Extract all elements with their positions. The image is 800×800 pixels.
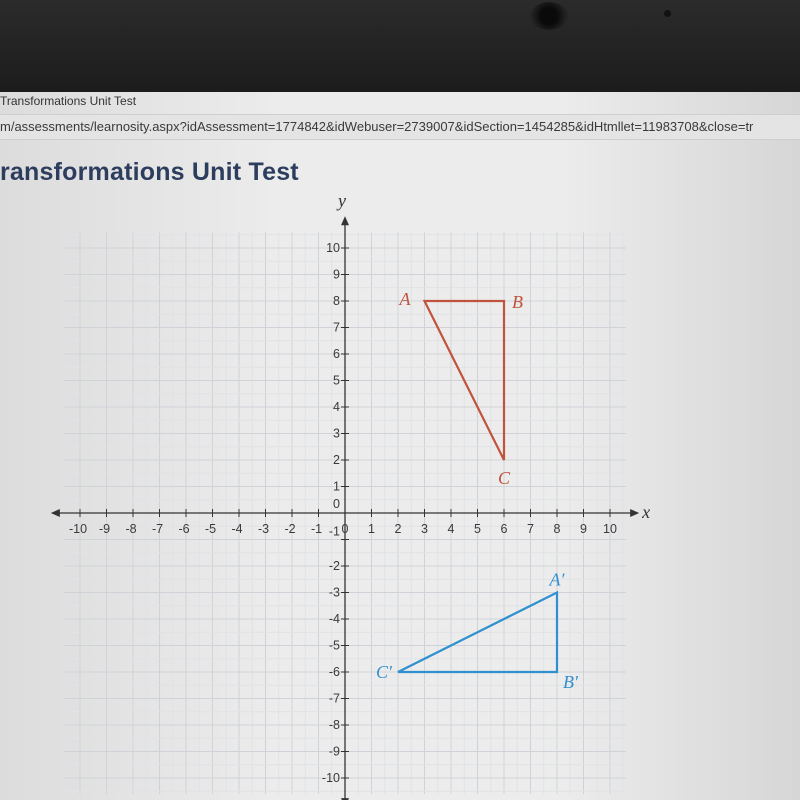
y-tick-label: 3 [333, 426, 340, 441]
x-tick-label: -1 [310, 522, 323, 536]
x-tick-label: 5 [474, 522, 481, 536]
x-tick-label: 2 [394, 522, 402, 536]
x-axis-arrow-left [51, 509, 60, 517]
y-tick-label: 4 [333, 400, 340, 414]
vertex-label: B [512, 292, 523, 312]
x-tick-label: 6 [500, 522, 508, 536]
x-tick-label: -2 [284, 522, 296, 536]
x-tick-label: -7 [151, 522, 164, 536]
x-tick-label: -3 [257, 522, 270, 536]
y-tick-label: -8 [328, 718, 340, 732]
vertex-label: A [399, 289, 411, 309]
y-tick-label: -10 [321, 771, 340, 785]
address-bar-url[interactable]: m/assessments/learnosity.aspx?idAssessment=1774842&idWebuser=2739007&idSection=1454285&idHtmllet=11983708&close=tr [0, 119, 754, 134]
x-tick-label: -5 [204, 522, 217, 536]
page-title: ransformations Unit Test [0, 158, 299, 186]
axes [51, 190, 650, 800]
y-tick-label: -1 [328, 524, 340, 539]
y-tick-label: -9 [328, 744, 340, 759]
y-tick-label: 2 [333, 453, 340, 467]
x-tick-label: 9 [580, 522, 587, 536]
y-tick-label: -3 [328, 585, 340, 600]
x-tick-label: -9 [98, 522, 111, 536]
browser-tab-title[interactable]: Transformations Unit Test [0, 94, 137, 108]
y-axis-label: y [338, 190, 346, 211]
y-tick-label: -7 [328, 691, 340, 706]
x-tick-label: 4 [447, 522, 455, 536]
x-axis-label: x [642, 502, 651, 522]
y-axis-arrow-up [341, 216, 349, 225]
vertex-label: B′ [563, 672, 578, 692]
y-tick-label: -4 [328, 612, 340, 626]
y-tick-label: -5 [328, 638, 340, 653]
vertex-label: A′ [549, 569, 565, 590]
y-tick-label: 1 [333, 479, 340, 494]
y-tick-label: -2 [328, 559, 340, 573]
y-tick-label: 8 [333, 294, 340, 308]
x-tick-label: 8 [553, 522, 561, 536]
x-tick-label: -8 [125, 522, 137, 536]
y-tick-label: 9 [333, 267, 340, 282]
y-tick-label: -6 [328, 665, 340, 679]
y-tick-label: 10 [326, 241, 340, 255]
x-tick-label: 1 [368, 522, 375, 536]
triangle-0 [399, 289, 524, 488]
x-tick-label: -6 [178, 522, 190, 536]
x-tick-label: -10 [68, 522, 88, 536]
y-tick-label: 5 [333, 373, 340, 388]
vertex-label: C′ [376, 662, 392, 682]
y-tick-label: 7 [333, 320, 340, 335]
y-tick-label: 6 [333, 347, 340, 361]
x-tick-label: 3 [421, 522, 428, 536]
x-tick-label: -4 [231, 522, 243, 536]
x-axis-arrow-right [630, 509, 639, 517]
y-tick-label: 0 [333, 497, 340, 511]
vertex-label: C [497, 468, 511, 488]
x-tick-label: 7 [527, 522, 534, 536]
x-tick-label: 0 [341, 522, 349, 536]
x-tick-label: 10 [603, 522, 617, 536]
